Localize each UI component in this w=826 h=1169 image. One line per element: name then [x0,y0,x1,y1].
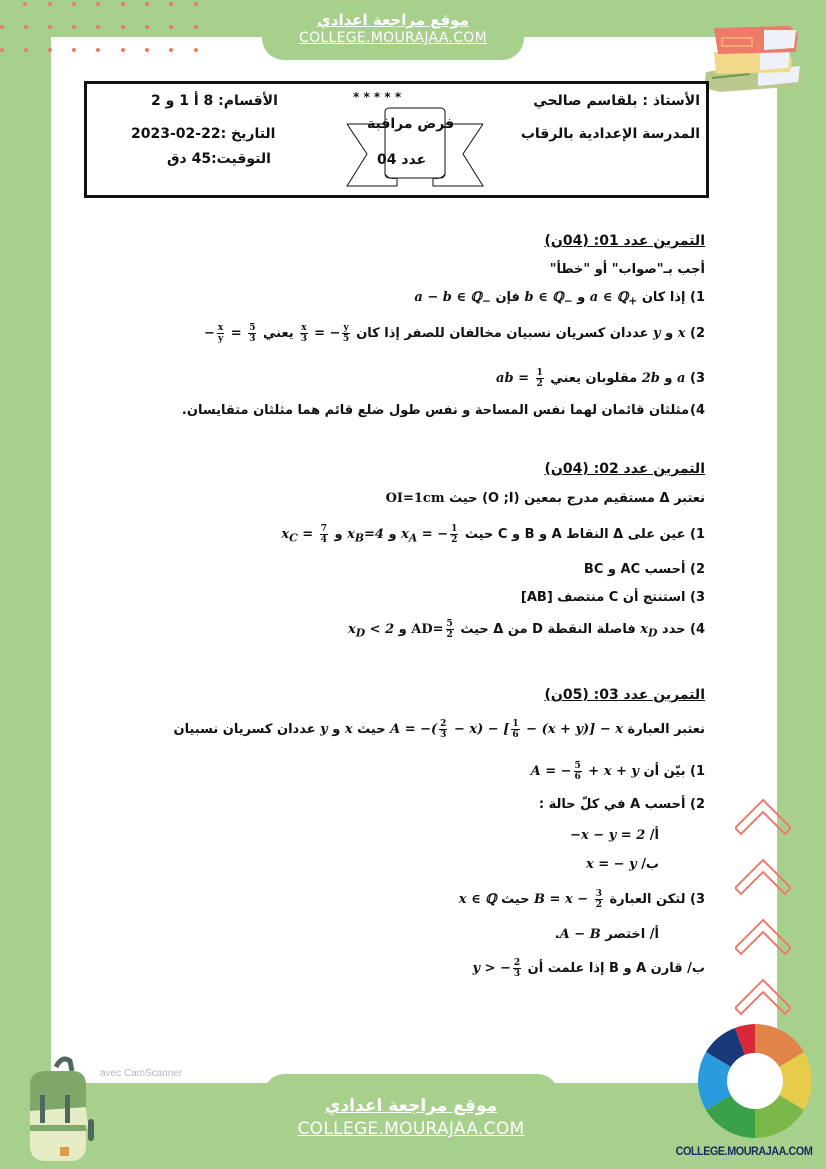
site-arabic-title: موقع مراجعة اعدادي [317,11,469,29]
camscanner-watermark: avec CamScanner [100,1068,183,1079]
chevron-up-decoration-icon [735,790,791,1040]
exercise-2-item-4: 4) حدد $x_D$ فاصلة النقطة D من Δ حيث AD= $\frac{5}{2}$ و $x_D < 2$ [347,619,705,640]
exercise-3-item-1: 1) بيّن أن A = − $\frac{5}{6}$ + x + y [530,761,705,782]
logo-caption[interactable]: COLLEGE.MOURAJAA.COM [675,1144,813,1158]
exercise-1-item-4: 4) [690,403,705,418]
teacher-name: الأستاذ : بلقاسم صالحي [533,93,700,109]
exercise-1-item-4-text: مثلثان قائمان لهما نفس المساحة و نفس طول ضلع قائم هما مثلثان متقايسان. [181,403,689,418]
exercise-3-item-2a: أ/ −x − y = 2 [570,828,659,843]
school-subjects-logo-icon[interactable] [696,1022,814,1140]
exercise-2-item-3: 3) استنتج أن C منتصف [AB] [520,590,705,605]
exam-duration: التوقيت:45 دق [167,151,271,167]
site-banner-bottom[interactable] [263,1074,559,1169]
site-url-link[interactable]: COLLEGE.MOURAJAA.COM [299,30,487,46]
exercise-2-title: التمرين عدد 02: (04ن) [544,461,705,477]
exam-number: عدد 04 [377,152,427,168]
exercise-1-title: التمرين عدد 01: (04ن) [544,233,705,249]
ribbon-banner-icon [345,94,485,194]
exercise-2-instruction: نعتبر Δ مستقيم مدرج بمعين (O ;I) حيث OI=1cm [385,491,705,506]
exercise-2-item-1: 1) عين على Δ النقاط A و B و C حيث $x_A$ = − $\frac{1}{2}$ و $x_B=4$ و $x_C$ = $\frac{7}{4}$ [281,524,705,545]
exercise-3-item-3: 3) لتكن العبارة B = x − $\frac{3}{2}$ حيث x ∈ ℚ [458,889,705,910]
exercise-1-instruction: أجب بـ"صواب" أو "خطأ" [549,262,705,277]
footer-arabic-title: موقع مراجعة اعدادي [324,1096,498,1116]
exercise-1-item-1: 1) إذا كان a ∈ ℚ$_+$ و b ∈ ℚ$_-$ فإن a − b ∈ ℚ$_-$ [414,290,705,308]
stars-decoration: * * * * * [353,90,402,104]
exercise-3-item-2: 2) أحسب A في كلّ حالة : [538,797,705,812]
exercise-1-item-3: 3) a و 2b مقلوبان يعني ab = $\frac{1}{2}$ [496,368,705,389]
exercise-3-item-3b: ب/ قارن A و B إذا علمت أن y > − $\frac{2}{3}$ [472,958,705,979]
exam-header [84,81,709,198]
exam-date: التاريخ :22-02-2023 [131,126,276,142]
books-stack-icon [700,12,810,92]
exercise-3-title: التمرين عدد 03: (05ن) [544,687,705,703]
school-name: المدرسة الإعدادية بالرقاب [520,126,700,142]
exercise-3-item-2b: ب/ x = − y [585,857,659,872]
exercise-3-instruction: نعتبر العبارة A = −( $\frac{2}{3}$ − x) − [ $\frac{1}{6}$ − (x + y)] − x حيث x و y عددان كسريان نسبيان [173,719,705,740]
backpack-icon [12,1055,112,1165]
exam-type: فرض مراقبة [367,116,455,132]
classes: الأقسام: 8 أ 1 و 2 [151,93,278,109]
exercise-2-item-2: 2) أحسب AC و BC [583,562,705,577]
exercise-1-item-2: 2) x و y عددان كسريان نسبيان مخالفان للصفر إذا كان $\frac{x}{3}$ = − $\frac{y}{5}$ يعني − $\frac{x}{y}$ = $\frac{5}{3}$ [203,323,705,344]
footer-url-link[interactable]: COLLEGE.MOURAJAA.COM [297,1119,525,1139]
exercise-3-item-3a: أ/ اختصر A − B. [554,927,659,942]
site-banner-top[interactable] [262,0,524,60]
